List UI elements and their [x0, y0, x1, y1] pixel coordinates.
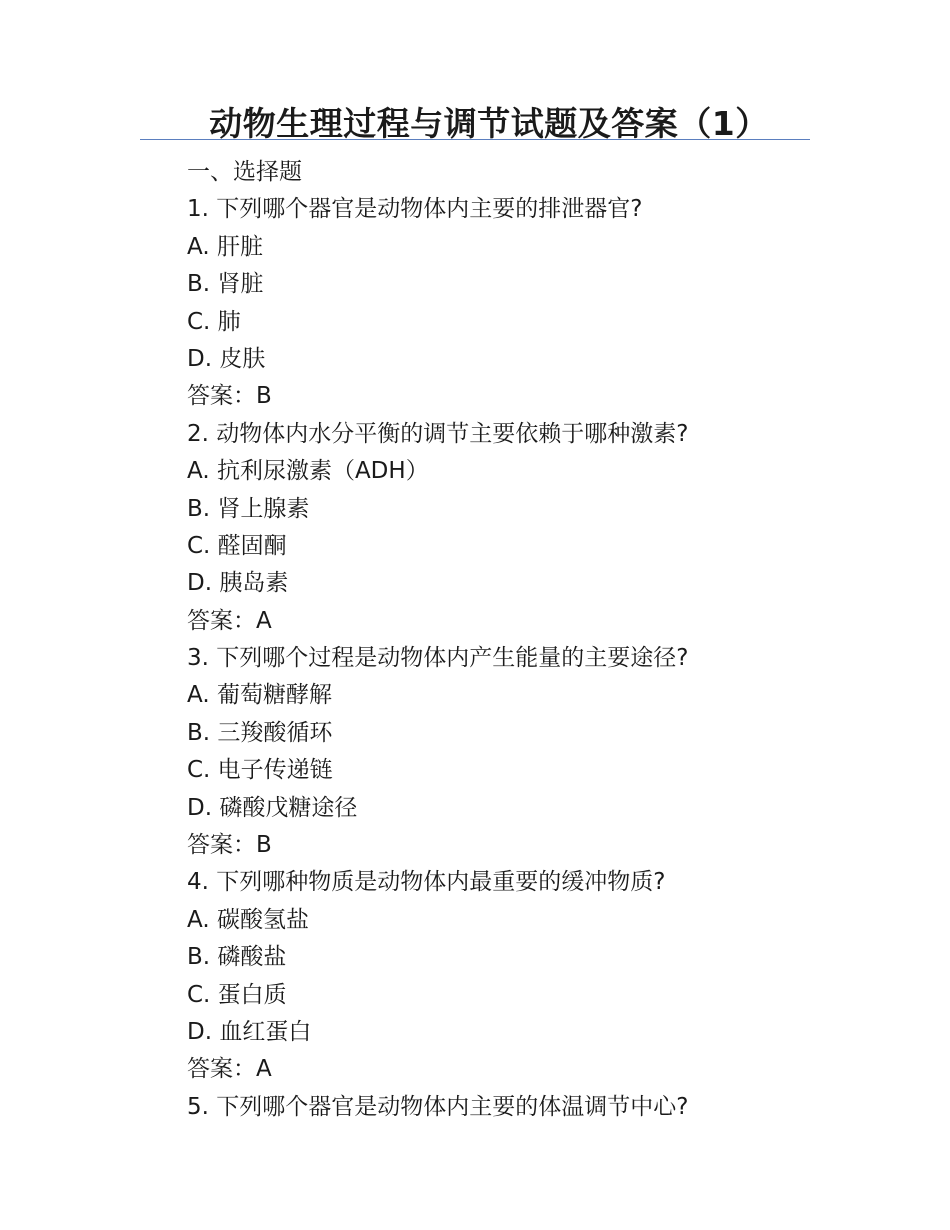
option-c: C. 醛固酮: [187, 532, 287, 559]
option-b: B. 肾脏: [187, 271, 264, 298]
question-block: [187, 191, 807, 415]
option-b: B. 三羧酸循环: [187, 719, 333, 746]
option-a: A. 抗利尿激素（ADH）: [187, 458, 429, 485]
question-text: 5. 下列哪个器官是动物体内主要的体温调节中心?: [187, 1093, 689, 1120]
question-text: 4. 下列哪种物质是动物体内最重要的缓冲物质?: [187, 869, 666, 896]
option-b: B. 磷酸盐: [187, 944, 287, 971]
option-c: C. 电子传递链: [187, 757, 333, 784]
option-a: A. 碳酸氢盐: [187, 906, 309, 933]
document-title: 动物生理过程与调节试题及答案（1）: [209, 104, 769, 143]
option-d: D. 胰岛素: [187, 570, 289, 597]
option-a: A. 肝脏: [187, 233, 263, 260]
question-block: [187, 1089, 807, 1126]
document-body: [187, 154, 807, 1126]
question-block: [187, 416, 807, 640]
option-a: A. 葡萄糖酵解: [187, 682, 332, 709]
option-b: B. 肾上腺素: [187, 495, 310, 522]
option-c: C. 肺: [187, 308, 241, 335]
answer-text: 答案：B: [187, 832, 272, 859]
option-d: D. 磷酸戊糖途径: [187, 794, 358, 821]
question-text: 3. 下列哪个过程是动物体内产生能量的主要途径?: [187, 645, 689, 672]
title-underline: [140, 139, 810, 140]
answer-text: 答案：A: [187, 607, 272, 634]
question-text: 2. 动物体内水分平衡的调节主要依赖于哪种激素?: [187, 420, 689, 447]
question-block: [187, 864, 807, 1088]
answer-text: 答案：A: [187, 1056, 272, 1083]
option-d: D. 皮肤: [187, 345, 266, 372]
question-block: [187, 640, 807, 864]
option-c: C. 蛋白质: [187, 981, 287, 1008]
question-text: 1. 下列哪个器官是动物体内主要的排泄器官?: [187, 196, 643, 223]
section-heading: 一、选择题: [187, 159, 302, 185]
option-d: D. 血红蛋白: [187, 1018, 312, 1045]
answer-text: 答案：B: [187, 383, 272, 410]
